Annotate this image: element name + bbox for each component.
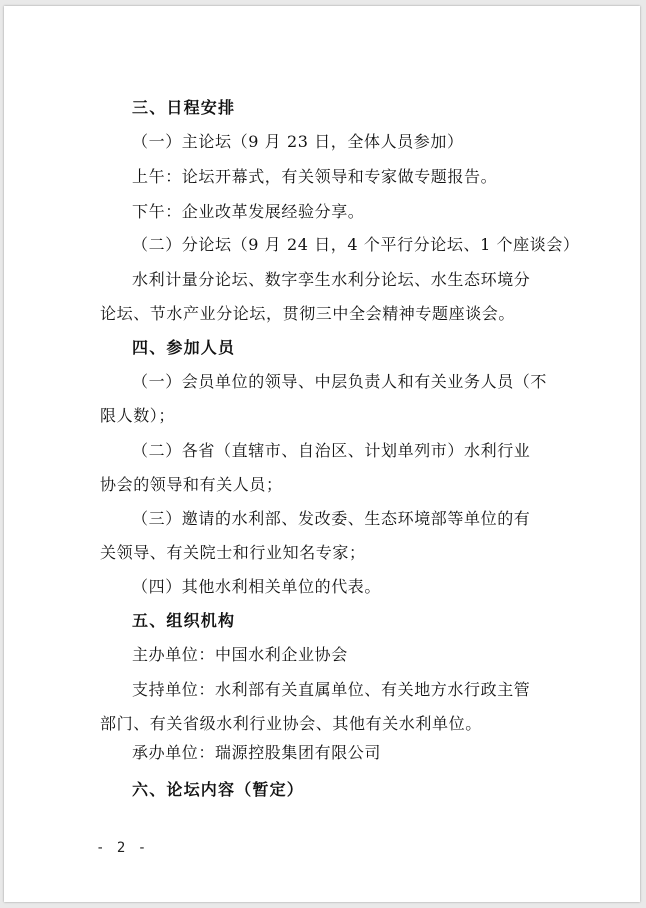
- section-heading-organization: 五、组织机构: [132, 611, 236, 630]
- sub-forum-desc-line2: 论坛、节水产业分论坛，贯彻三中全会精神专题座谈会。: [100, 304, 516, 323]
- page-number: - 2 -: [96, 840, 149, 856]
- organization-host: 主办单位：中国水利企业协会: [132, 645, 348, 664]
- participants-item1-line2: 限人数）；: [100, 406, 176, 425]
- sub-forum-title: （二）分论坛（9 月 24 日，4 个平行分论坛、1 个座谈会）: [132, 235, 580, 254]
- main-forum-title: （一）主论坛（9 月 23 日，全体人员参加）: [132, 132, 464, 151]
- document-page: [4, 6, 640, 902]
- sub-forum-desc-line1: 水利计量分论坛、数字孪生水利分论坛、水生态环境分: [132, 270, 531, 289]
- main-forum-morning: 上午：论坛开幕式，有关领导和专家做专题报告。: [132, 167, 498, 186]
- section-heading-schedule: 三、日程安排: [132, 98, 236, 117]
- organization-support-line1: 支持单位：水利部有关直属单位、有关地方水行政主管: [132, 680, 531, 699]
- participants-item2-line1: （二）各省（直辖市、自治区、计划单列市）水利行业: [132, 441, 531, 460]
- section-heading-forum-content: 六、论坛内容（暂定）: [132, 780, 305, 799]
- organization-organizer: 承办单位：瑞源控股集团有限公司: [132, 743, 382, 762]
- participants-item3-line1: （三）邀请的水利部、发改委、生态环境部等单位的有: [132, 509, 531, 528]
- participants-item3-line2: 关领导、有关院士和行业知名专家；: [100, 543, 366, 562]
- participants-item1-line1: （一）会员单位的领导、中层负责人和有关业务人员（不: [132, 372, 548, 391]
- section-heading-participants: 四、参加人员: [132, 338, 236, 357]
- main-forum-afternoon: 下午：企业改革发展经验分享。: [132, 202, 365, 221]
- organization-support-line2: 部门、有关省级水利行业协会、其他有关水利单位。: [100, 714, 482, 733]
- participants-item4: （四）其他水利相关单位的代表。: [132, 577, 382, 596]
- participants-item2-line2: 协会的领导和有关人员；: [100, 475, 283, 494]
